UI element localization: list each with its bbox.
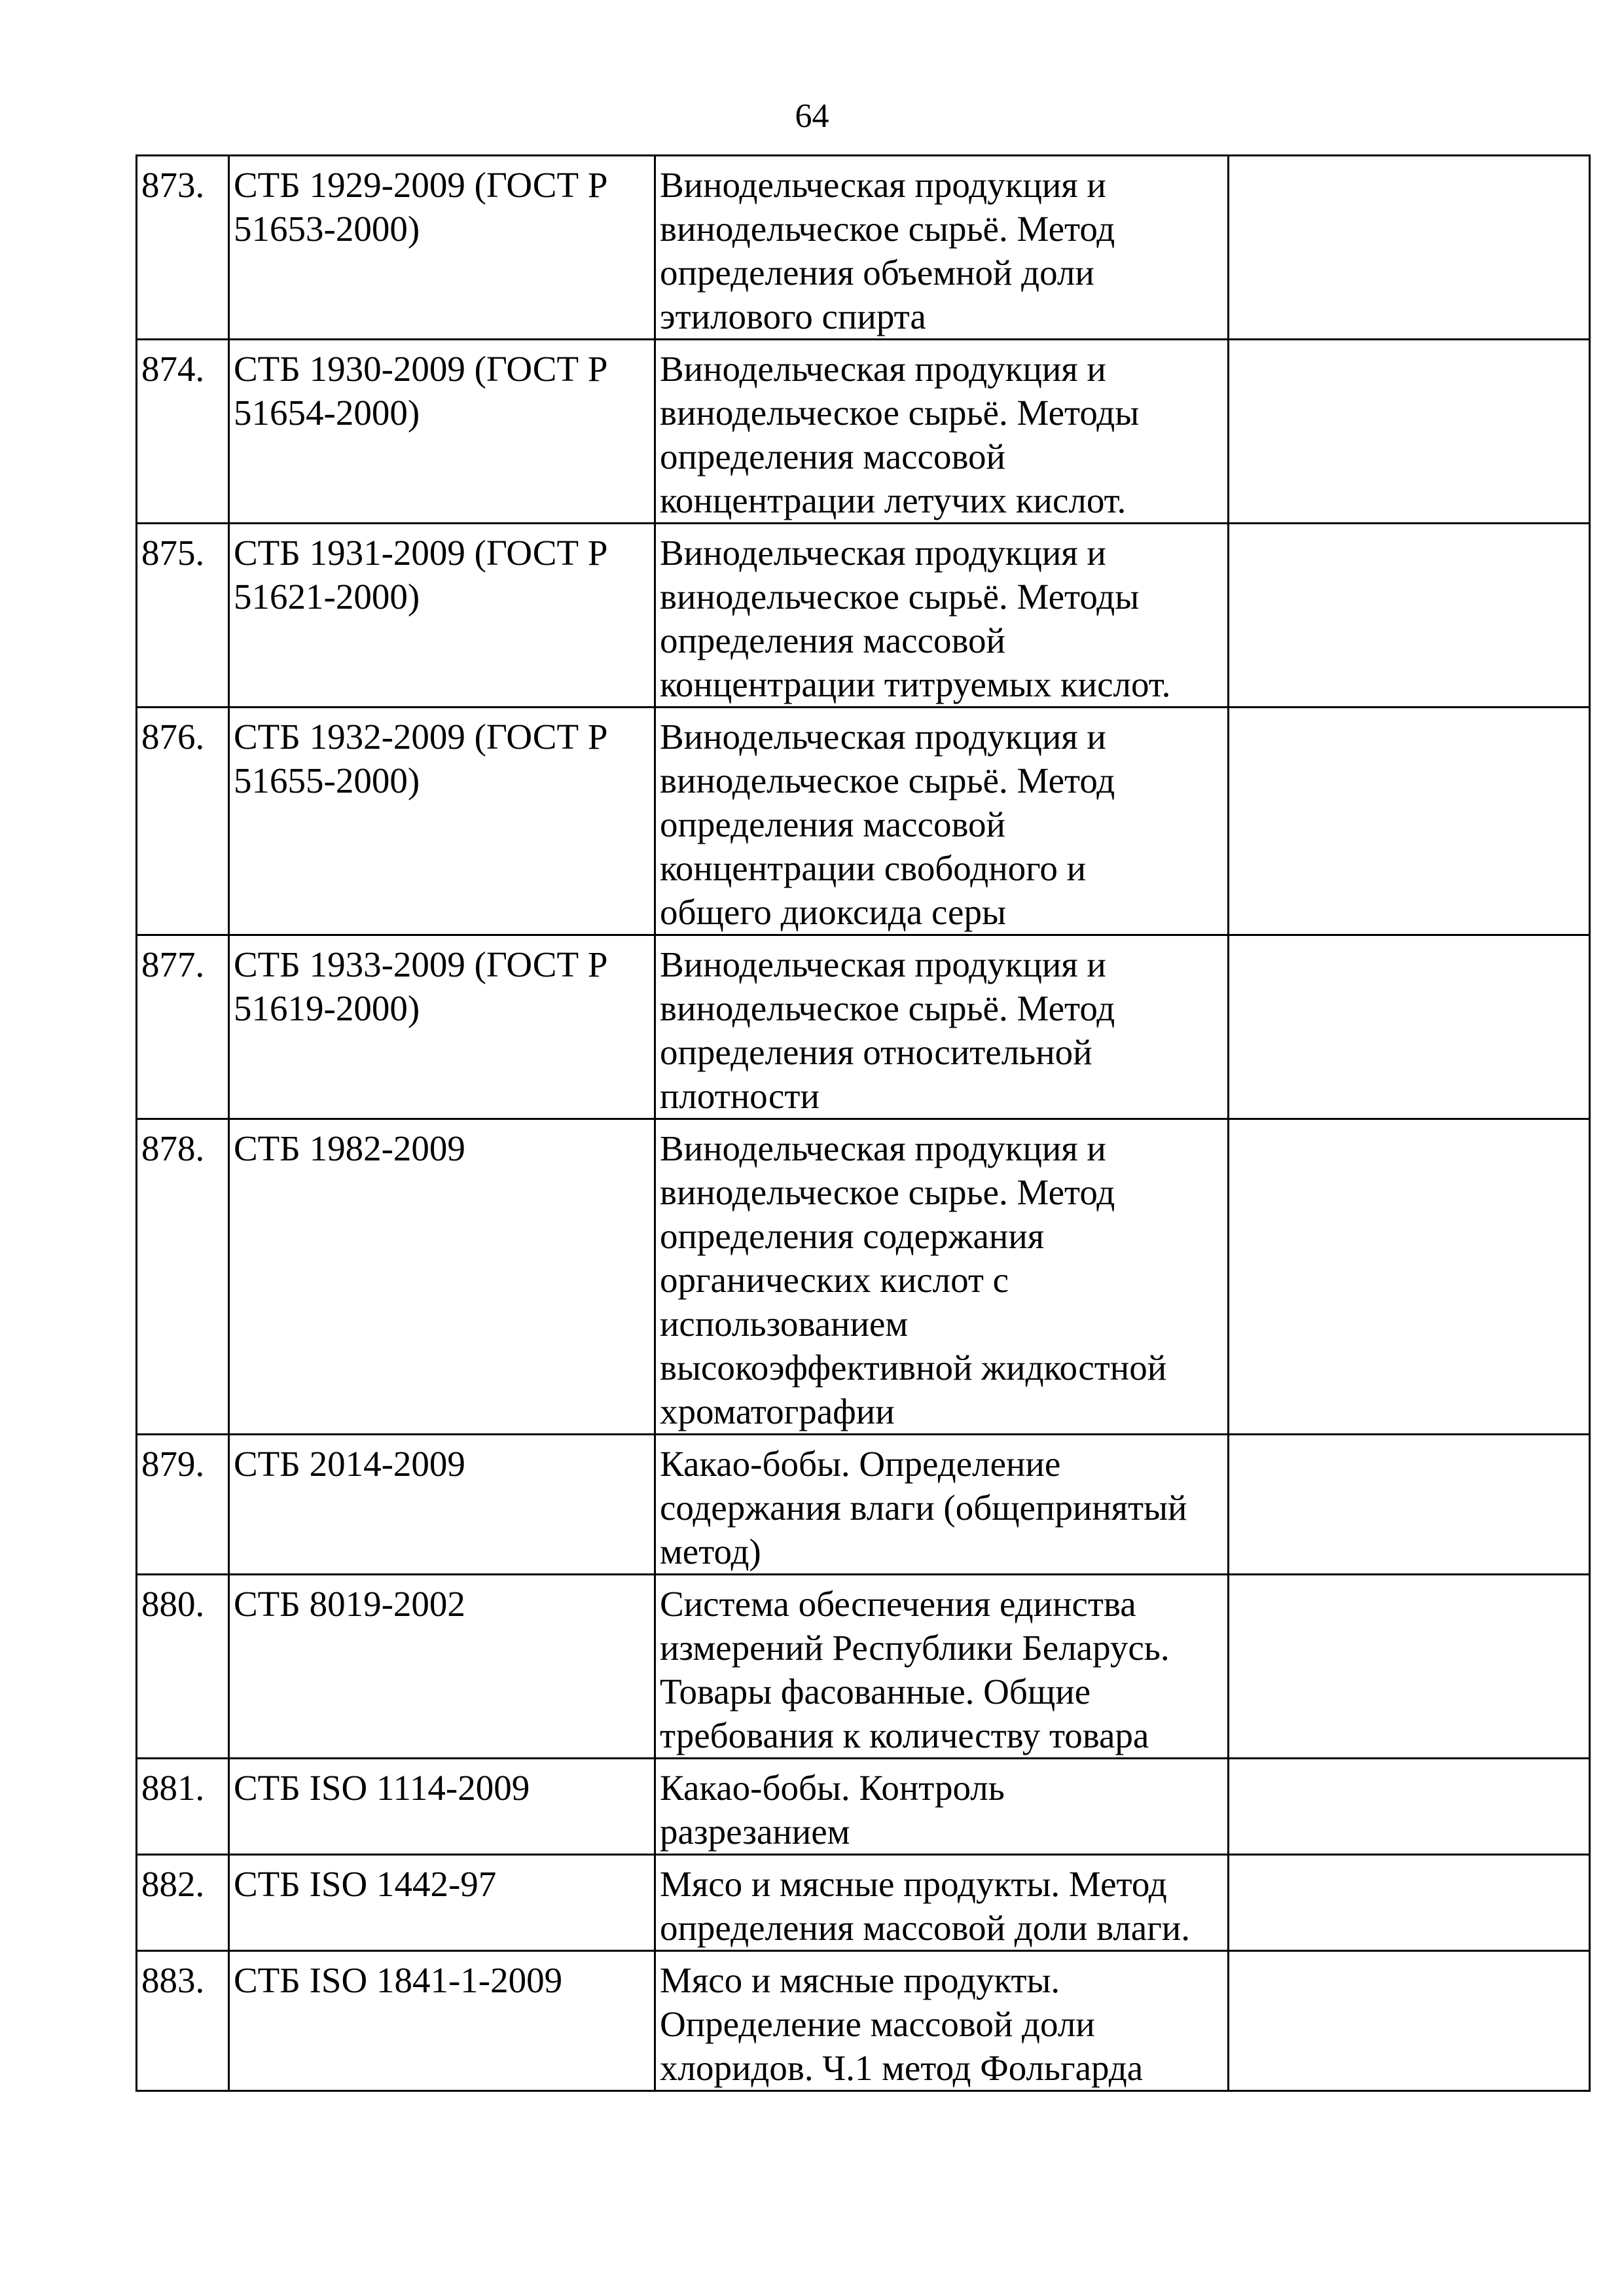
row-number: 875. [137,524,229,708]
row-number: 883. [137,1951,229,2091]
standard-code: СТБ ISO 1114-2009 [229,1759,655,1855]
table-row [137,708,1590,935]
notes-cell [1229,340,1590,524]
standard-title: Винодельческая продукция и винодельческое сырьё. Метод определения объемной доли этилового спирта [655,156,1229,340]
standards-table-body [137,156,1590,2091]
standard-code: СТБ ISO 1442-97 [229,1855,655,1951]
notes-cell [1229,708,1590,935]
notes-cell [1229,1119,1590,1435]
standard-title: Винодельческая продукция и винодельческое сырьё. Метод определения относительной плотности [655,935,1229,1119]
standard-title: Какао-бобы. Определение содержания влаги (общепринятый метод) [655,1435,1229,1575]
notes-cell [1229,1951,1590,2091]
standard-code: СТБ 1933-2009 (ГОСТ Р 51619-2000) [229,935,655,1119]
table-row [137,1951,1590,2091]
table-row [137,524,1590,708]
standard-code: СТБ 2014-2009 [229,1435,655,1575]
notes-cell [1229,1575,1590,1759]
table-row [137,1119,1590,1435]
standard-code: СТБ 8019-2002 [229,1575,655,1759]
notes-cell [1229,1435,1590,1575]
notes-cell [1229,524,1590,708]
standard-code: СТБ 1930-2009 (ГОСТ Р 51654-2000) [229,340,655,524]
table-row [137,1855,1590,1951]
standard-title: Винодельческая продукция и винодельческое сырьё. Метод определения массовой концентрации свободного и общего диоксида серы [655,708,1229,935]
standard-code: СТБ 1931-2009 (ГОСТ Р 51621-2000) [229,524,655,708]
standard-title: Система обеспечения единства измерений Республики Беларусь. Товары фасованные. Общие требования к количеству товара [655,1575,1229,1759]
standard-title: Винодельческая продукция и винодельческое сырьё. Методы определения массовой концентрации титруемых кислот. [655,524,1229,708]
row-number: 880. [137,1575,229,1759]
row-number: 873. [137,156,229,340]
row-number: 879. [137,1435,229,1575]
table-row [137,1759,1590,1855]
standard-code: СТБ 1929-2009 (ГОСТ Р 51653-2000) [229,156,655,340]
row-number: 878. [137,1119,229,1435]
standard-title: Мясо и мясные продукты. Определение массовой доли хлоридов. Ч.1 метод Фольгарда [655,1951,1229,2091]
table-row [137,340,1590,524]
row-number: 877. [137,935,229,1119]
table-row [137,156,1590,340]
standard-title: Винодельческая продукция и винодельческое сырьё. Методы определения массовой концентрации летучих кислот. [655,340,1229,524]
standard-code: СТБ ISO 1841-1-2009 [229,1951,655,2091]
row-number: 881. [137,1759,229,1855]
standards-table [135,154,1591,2092]
notes-cell [1229,1759,1590,1855]
standard-code: СТБ 1932-2009 (ГОСТ Р 51655-2000) [229,708,655,935]
row-number: 882. [137,1855,229,1951]
standard-title: Какао-бобы. Контроль разрезанием [655,1759,1229,1855]
table-row [137,935,1590,1119]
standard-title: Мясо и мясные продукты. Метод определения массовой доли влаги. [655,1855,1229,1951]
table-row [137,1435,1590,1575]
notes-cell [1229,1855,1590,1951]
row-number: 876. [137,708,229,935]
page-number: 64 [795,98,829,135]
notes-cell [1229,935,1590,1119]
row-number: 874. [137,340,229,524]
standard-code: СТБ 1982-2009 [229,1119,655,1435]
notes-cell [1229,156,1590,340]
table-row [137,1575,1590,1759]
standard-title: Винодельческая продукция и винодельческое сырье. Метод определения содержания органических кислот с использованием высокоэффективной жидкостной хроматографии [655,1119,1229,1435]
